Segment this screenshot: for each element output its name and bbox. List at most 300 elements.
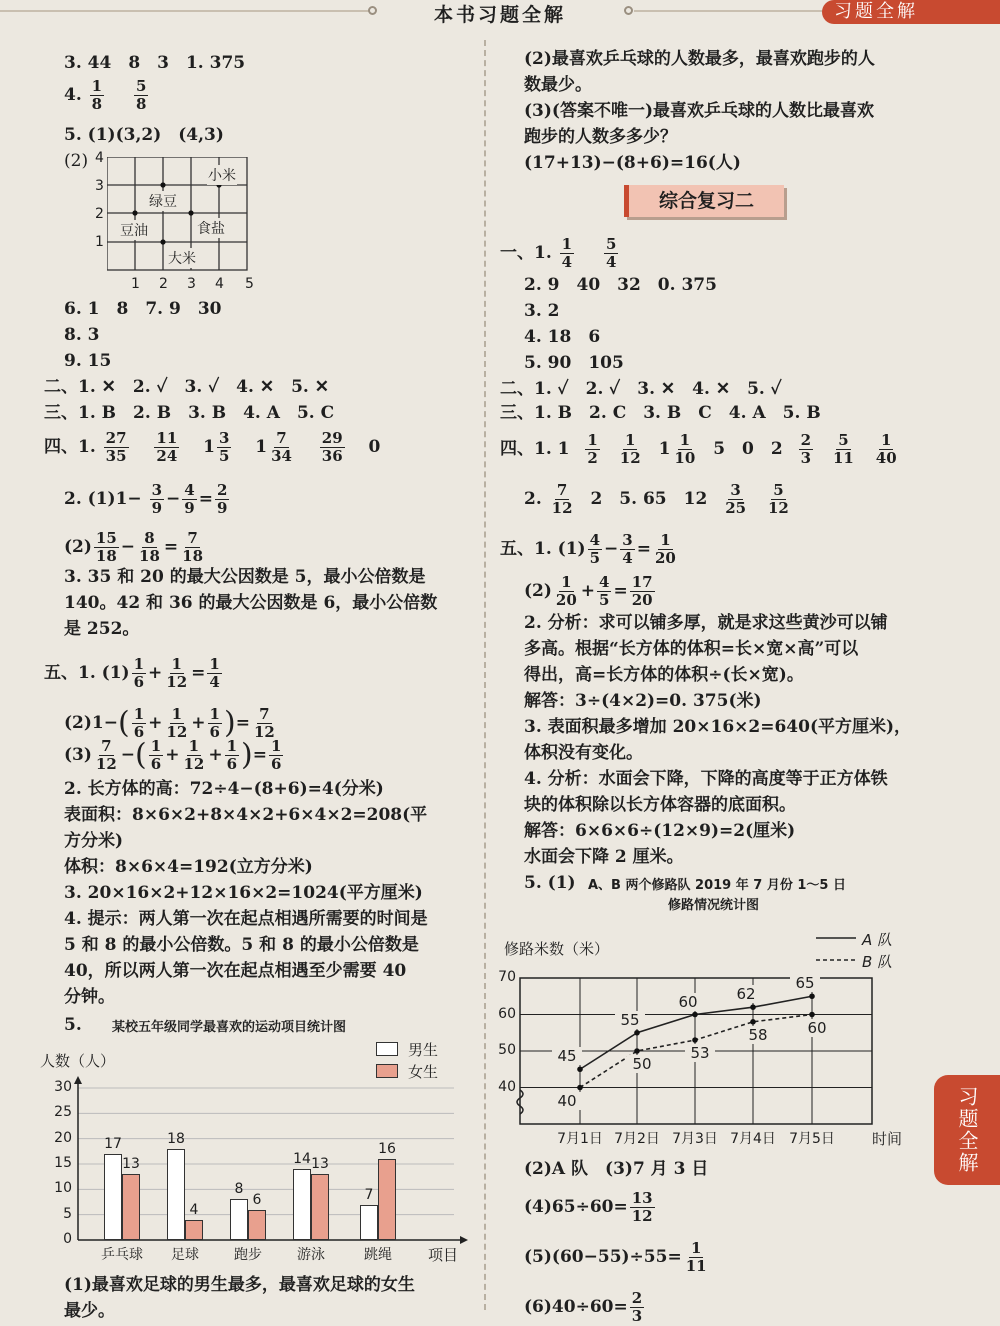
- fraction: [320, 430, 345, 465]
- line-series-b: [580, 1015, 812, 1088]
- denominator: 35: [105, 447, 127, 465]
- numerator: 27: [105, 429, 127, 447]
- numerator: 1: [171, 655, 182, 673]
- denominator: 9: [151, 499, 163, 517]
- numerator: 5: [838, 431, 849, 449]
- denominator: 12: [619, 449, 641, 467]
- right-s2: 二、1. ✓ 2. ✓ 3. ✕ 4. ✕ 5. ✓: [500, 379, 782, 399]
- right-a3-1: 3. 表面积最多增加 20×16×2=640(平方厘米)，: [524, 717, 912, 737]
- legend-label-b: B 队: [862, 953, 893, 971]
- bar-y-tick: 25: [54, 1104, 72, 1121]
- left-bottom-1: (1)最喜欢足球的男生最多，最喜欢足球的女生: [64, 1275, 415, 1295]
- plain-values: 2 5. 65 12: [590, 489, 708, 509]
- paren-close: ): [223, 705, 236, 741]
- point-douyou: [132, 210, 137, 215]
- header-rule-left: [0, 10, 375, 12]
- denominator: 6: [133, 673, 145, 691]
- left-q2-1: 2. (1)1− $\frac{3}{9}$ − $\frac{4}{9}$ = $\frac{2}{9}$: [64, 481, 228, 517]
- bar-y-tick: 0: [63, 1231, 72, 1247]
- left-l3: 3. 20×16×2+12×16×2=1024(平方厘米): [64, 883, 423, 903]
- prefix: 一、1.: [500, 243, 552, 263]
- header-dot-right: [624, 6, 633, 15]
- header-title: 本书习题全解: [433, 4, 566, 26]
- side-tab-label: 习题全解: [955, 1086, 979, 1174]
- numerator: 1: [209, 705, 220, 723]
- left-l4-2: 5 和 8 的最小公倍数。5 和 8 的最小公倍数是: [64, 935, 419, 955]
- fraction: [554, 574, 579, 609]
- grid-label-douyou: 豆油: [119, 220, 149, 240]
- line-category-label: 7月4日: [730, 1131, 776, 1147]
- line-value-label: 58: [743, 1026, 773, 1044]
- line-value-label: 45: [552, 1047, 582, 1065]
- right-a3-2: 体积没有变化。: [524, 743, 643, 763]
- denominator: 36: [321, 447, 343, 465]
- bar-value-label: 17: [104, 1135, 122, 1152]
- paren-open: (: [118, 705, 130, 741]
- denominator: 8: [91, 95, 103, 113]
- grid-label-xiaomi: 小米: [207, 165, 237, 185]
- bar-chart-ylabel: 人数（人）: [40, 1052, 116, 1070]
- left-q9: 9. 15: [64, 351, 112, 371]
- denominator: 12: [166, 673, 188, 691]
- denominator: 12: [253, 723, 275, 741]
- denominator: 18: [182, 547, 204, 565]
- prefix: 五、1. (1): [44, 663, 130, 683]
- line-chart-title-2: 修路情况统计图: [668, 898, 760, 913]
- denominator: 8: [135, 95, 147, 113]
- mixed-whole: 1: [255, 437, 268, 457]
- left-l2-4: 体积：8×6×4=192(立方分米): [64, 857, 313, 877]
- fraction: [604, 236, 618, 271]
- left-sec2: 二、1. ✕ 2. ✓ 3. ✓ 4. ✕ 5. ✕: [44, 377, 329, 397]
- line-point: [577, 1085, 583, 1091]
- right-r3-2: 跑步的人数多多少？: [524, 127, 677, 147]
- bar-girl: [185, 1220, 203, 1240]
- line-y-tick: 70: [498, 969, 516, 985]
- line-value-label: 65: [790, 974, 820, 992]
- right-r2-1: (2)最喜欢乒乓球的人数最多，最喜欢跑步的人: [524, 49, 875, 69]
- grid-x-tick: 5: [245, 276, 254, 292]
- fraction: [132, 656, 146, 691]
- fraction: [560, 236, 574, 271]
- left-q2-2: (2) $\frac{15}{18}$ − $\frac{8}{18}$ = $\frac{7}{18}$: [64, 529, 204, 565]
- right-a2-1: 2. 分析：求可以铺多厚，就是求这些黄沙可以铺: [524, 613, 888, 633]
- line-category-label: 7月1日: [557, 1131, 603, 1147]
- right-a2-3: 得出，高=长方体的体积÷(长×宽)。: [524, 665, 804, 685]
- prefix: (2)1−: [64, 713, 118, 733]
- bar-value-label: 6: [252, 1191, 262, 1208]
- numerator: 4: [599, 573, 610, 591]
- right-s1-3: 3. 2: [524, 301, 560, 321]
- left-l4-3: 40，所以两人第一次在起点相遇至少需要 40: [64, 961, 407, 981]
- grid-y-tick: 1: [95, 234, 104, 250]
- line-point: [634, 1048, 640, 1054]
- line-value-label: 50: [627, 1055, 657, 1073]
- legend-label-boy: 男生: [408, 1041, 439, 1059]
- numerator: 29: [321, 429, 343, 447]
- fraction: [104, 430, 129, 465]
- grid-x-tick: 1: [131, 276, 140, 292]
- line-point: [634, 1030, 640, 1036]
- line-category-label: 7月2日: [614, 1131, 660, 1147]
- fraction: [181, 738, 206, 773]
- right-a5-prefix: 5. (1): [524, 873, 576, 893]
- denominator: 9: [216, 499, 228, 517]
- grid-y-tick: 3: [95, 178, 104, 194]
- right-a2-2: 多高。根据“长方体的体积=长×宽×高”可以: [524, 639, 859, 659]
- bar-value-label: 8: [234, 1181, 244, 1198]
- bar-category-label: 乒乓球: [101, 1247, 143, 1263]
- grid-y-tick: 4: [95, 150, 104, 166]
- header-rule-right: [634, 10, 824, 12]
- denominator: 18: [139, 547, 160, 565]
- numerator: 15: [95, 529, 117, 547]
- bar-y-tick: 20: [54, 1129, 72, 1146]
- line-category-label: 7月3日: [672, 1131, 718, 1147]
- right-b4: [524, 1190, 657, 1225]
- numerator: 8: [144, 529, 155, 547]
- line-value-label: 60: [802, 1019, 832, 1037]
- legend-label-girl: 女生: [408, 1063, 439, 1081]
- right-a4-2: 块的体积除以长方体容器的底面积。: [524, 795, 796, 815]
- paren-close: ): [241, 737, 253, 773]
- numerator: 4: [589, 531, 601, 549]
- left-q6: 6. 1 8 7. 9 30: [64, 299, 222, 319]
- denominator: 2: [587, 449, 598, 467]
- denominator: 6: [209, 723, 220, 741]
- right-a4-4: 水面会下降 2 厘米。: [524, 847, 684, 867]
- prefix: (3): [64, 745, 92, 765]
- line-point: [692, 1037, 698, 1043]
- line-chart-xlabel: 时间: [872, 1130, 903, 1148]
- fraction: [874, 432, 899, 467]
- right-a4-3: 解答：6×6×6÷(12×9)=2(厘米): [524, 821, 796, 841]
- bar-y-tick: 5: [63, 1205, 72, 1222]
- numerator: 2: [631, 1289, 643, 1307]
- fraction: [252, 706, 277, 741]
- numerator: 1: [270, 737, 282, 755]
- numerator: 1: [133, 655, 145, 673]
- fraction: [164, 656, 189, 691]
- left-q5-1: 5. (1)(3,2) (4,3): [64, 125, 224, 145]
- bar-y-tick: 30: [54, 1079, 72, 1095]
- grid-x-tick: 3: [187, 276, 196, 292]
- bar-value-label: 18: [167, 1130, 185, 1147]
- line-y-tick: 40: [498, 1078, 516, 1095]
- bar-girl: [311, 1174, 329, 1240]
- denominator: 20: [654, 549, 676, 567]
- prefix: 2.: [524, 489, 542, 509]
- denominator: 10: [674, 449, 696, 467]
- right-s1-2: 2. 9 40 32 0. 375: [524, 275, 717, 295]
- numerator: 2: [216, 481, 228, 499]
- right-s4-2: [524, 482, 793, 517]
- right-s5-2: (2) $\frac{1}{20}$ + $\frac{4}{5}$ = $\frac{17}{20}$: [524, 573, 653, 609]
- fraction: [672, 432, 697, 467]
- bar-value-label: 14: [293, 1151, 311, 1168]
- bar-x-arrow-icon: [460, 1236, 468, 1244]
- plain-values: 5 0 2: [713, 439, 783, 459]
- left-sec4: [44, 430, 380, 465]
- numerator: 17: [631, 573, 653, 591]
- mixed-whole: 1: [203, 437, 215, 457]
- left-q3: 3. 44 8 3 1. 375: [64, 53, 246, 73]
- denominator: 20: [555, 591, 577, 609]
- numerator: 7: [259, 705, 270, 723]
- numerator: 3: [730, 481, 741, 499]
- fraction: [164, 706, 189, 741]
- bar-value-label: 13: [311, 1156, 329, 1173]
- prefix: 四、1. 1: [500, 439, 570, 459]
- fraction: [799, 432, 813, 467]
- right-s4-1: [500, 432, 901, 467]
- right-b5: [524, 1240, 711, 1275]
- left-sec5-1: 五、1. (1) $\frac{1}{6}$ + $\frac{1}{12}$ = $\frac{1}{4}$: [44, 655, 220, 691]
- side-tab: [934, 1075, 1000, 1185]
- fraction: [597, 574, 611, 609]
- left-l2-1: 2. 长方体的高：72÷4−(8+6)=4(分米): [64, 779, 384, 799]
- fraction: [225, 738, 239, 773]
- denominator: 6: [133, 723, 145, 741]
- legend-swatch-boy: [376, 1042, 398, 1056]
- fraction: [653, 532, 678, 567]
- bar-girl: [122, 1174, 140, 1240]
- grid-y-tick: 2: [95, 206, 104, 222]
- numerator: 1: [561, 573, 572, 591]
- denominator: 11: [685, 1257, 707, 1275]
- right-s1-4: 4. 18 6: [524, 327, 601, 347]
- line-value-label: 53: [685, 1044, 715, 1062]
- line-chart-ylabel: 修路米数（米）: [504, 940, 610, 958]
- bar-boy: [167, 1149, 185, 1240]
- fraction: [630, 574, 655, 609]
- right-s1-1: [500, 236, 620, 271]
- fraction: [620, 532, 634, 567]
- numerator: 1: [679, 431, 691, 449]
- numerator: 2: [800, 431, 812, 449]
- bar-category-label: 跑步: [234, 1247, 262, 1263]
- bar-boy: [230, 1199, 248, 1240]
- fraction: [207, 656, 221, 691]
- numerator: 1: [660, 531, 671, 549]
- line-point: [750, 1004, 756, 1010]
- right-b2: (2)A 队 (3)7 月 3 日: [524, 1159, 709, 1179]
- denominator: 11: [833, 449, 854, 467]
- fraction: [137, 530, 162, 565]
- numerator: 13: [631, 1189, 653, 1207]
- left-bottom-2: 最少。: [64, 1301, 115, 1321]
- right-r2-2: 数最少。: [524, 75, 592, 95]
- prefix: 2. (1)1−: [64, 489, 142, 509]
- denominator: 24: [156, 447, 178, 465]
- fraction: [180, 530, 205, 565]
- left-q3-line1: 3. 35 和 20 的最大公因数是 5，最小公倍数是: [64, 567, 426, 587]
- numerator: 1: [91, 77, 103, 95]
- denominator: 12: [631, 1207, 653, 1225]
- left-l4-1: 4. 提示：两人第一次在起点相遇所需要的时间是: [64, 909, 428, 929]
- denominator: 4: [561, 253, 573, 271]
- numerator: 1: [625, 431, 636, 449]
- grid-label-lvdou: 绿豆: [148, 191, 178, 211]
- line-plot-frame: [520, 978, 872, 1124]
- fraction: [588, 532, 602, 567]
- bar-value-label: 13: [122, 1156, 140, 1173]
- fraction: [684, 1240, 709, 1275]
- left-q8: 8. 3: [64, 325, 100, 345]
- zero: 0: [368, 437, 381, 457]
- fraction: [723, 482, 748, 517]
- right-b6: [524, 1290, 646, 1325]
- line-chart-title-1: A、B 两个修路队 2019 年 7 月份 1～5 日: [588, 878, 846, 893]
- grid-x-tick: 2: [159, 276, 168, 292]
- bar-category-label: 足球: [171, 1247, 199, 1263]
- bar-boy: [360, 1205, 378, 1240]
- numerator: 1: [133, 705, 145, 723]
- grid-label-shiyan: 食盐: [196, 218, 226, 238]
- line-value-label: 60: [673, 993, 703, 1011]
- line-value-label: 40: [552, 1092, 582, 1110]
- bar-girl: [378, 1159, 396, 1240]
- numerator: 7: [556, 481, 568, 499]
- fraction: [269, 738, 283, 773]
- numerator: 1: [561, 235, 573, 253]
- point-shiyan: [188, 210, 193, 215]
- fraction: [182, 482, 196, 517]
- fraction: [150, 482, 164, 517]
- fraction: [585, 432, 599, 467]
- denominator: 4: [605, 253, 617, 271]
- denominator: 5: [589, 549, 601, 567]
- fraction: [94, 530, 119, 565]
- line-point: [809, 1012, 815, 1018]
- numerator: 3: [622, 531, 633, 549]
- paren-open: (: [135, 737, 147, 773]
- prefix: (2): [524, 581, 552, 601]
- denominator: 34: [271, 447, 292, 465]
- line-point: [577, 1066, 583, 1072]
- point-dami: [160, 239, 165, 244]
- fraction: [269, 430, 294, 465]
- right-s1-5: 5. 90 105: [524, 353, 624, 373]
- numerator: 5: [605, 235, 617, 253]
- line-point: [809, 993, 815, 999]
- prefix: (6)40÷60=: [524, 1297, 628, 1317]
- denominator: 6: [270, 755, 282, 773]
- fraction: [831, 432, 856, 467]
- numerator: 1: [209, 655, 220, 673]
- denominator: 20: [631, 591, 653, 609]
- left-sec5-3: (3) $\frac{7}{12}$ −( $\frac{1}{6}$ + $\frac{1}{12}$ + $\frac{1}{6}$ )= $\frac{1}{6}$: [64, 737, 282, 773]
- numerator: 7: [101, 737, 112, 755]
- left-q5-num: 5.: [64, 1015, 82, 1035]
- numerator: 1: [226, 737, 238, 755]
- bar-y-tick: 10: [54, 1180, 72, 1197]
- fraction: [154, 430, 179, 465]
- bar-y-arrow-icon: [74, 1076, 82, 1084]
- numerator: 1: [150, 737, 162, 755]
- numerator: 3: [151, 481, 163, 499]
- line-legend-swatches: [814, 930, 860, 970]
- header-tab: 习题全解: [822, 0, 1000, 24]
- prefix: 五、1. (1): [500, 539, 586, 559]
- denominator: 25: [725, 499, 747, 517]
- numerator: 4: [184, 481, 195, 499]
- fraction: [208, 706, 222, 741]
- prefix: (4)65÷60=: [524, 1197, 628, 1217]
- left-q4: [64, 78, 150, 113]
- left-q5-2-label: (2): [64, 151, 89, 171]
- denominator: 12: [768, 499, 789, 517]
- bar-boy: [293, 1169, 311, 1240]
- prefix: (5)(60−55)÷55=: [524, 1247, 682, 1267]
- line-series-a: [580, 996, 812, 1069]
- numerator: 1: [188, 737, 200, 755]
- grid-x-tick: 4: [215, 276, 224, 292]
- legend-swatch-girl: [376, 1064, 398, 1078]
- line-value-label: 55: [615, 1011, 645, 1029]
- bar-girl: [248, 1210, 266, 1240]
- bar-y-tick: 15: [54, 1155, 72, 1171]
- denominator: 4: [209, 673, 220, 691]
- denominator: 3: [800, 449, 812, 467]
- denominator: 40: [875, 449, 897, 467]
- fraction: [630, 1190, 655, 1225]
- bar-value-label: 7: [364, 1186, 374, 1203]
- fraction: [217, 430, 231, 465]
- fraction: [149, 738, 163, 773]
- fraction: [550, 482, 575, 517]
- denominator: 18: [95, 547, 117, 565]
- numerator: 1: [881, 431, 892, 449]
- column-divider: [484, 40, 486, 1310]
- denominator: 12: [95, 755, 117, 773]
- line-y-tick: 60: [498, 1005, 516, 1022]
- fraction: [90, 78, 104, 113]
- bar-value-label: 4: [189, 1201, 199, 1218]
- denominator: 12: [183, 755, 205, 773]
- left-l2-3: 方分米): [64, 831, 124, 851]
- fraction: [134, 78, 148, 113]
- left-q3-line3: 是 252。: [64, 619, 140, 639]
- legend-label-a: A 队: [862, 931, 893, 949]
- left-l2-2: 表面积：8×6×2+8×4×2+6×4×2=208(平: [64, 805, 428, 825]
- line-value-label: 62: [731, 985, 761, 1003]
- bar-category-label: 游泳: [297, 1247, 325, 1263]
- numerator: 1: [690, 1239, 702, 1257]
- line-point: [750, 1019, 756, 1025]
- mixed-whole: 1: [658, 439, 671, 459]
- numerator: 5: [773, 481, 784, 499]
- fraction: [766, 482, 791, 517]
- denominator: 5: [599, 591, 610, 609]
- bar-chart-title: 某校五年级同学最喜欢的运动项目统计图: [112, 1020, 347, 1035]
- denominator: 12: [166, 723, 188, 741]
- fraction: [215, 482, 229, 517]
- q4-label: 4.: [64, 85, 88, 105]
- right-a4-1: 4. 分析：水面会下降，下降的高度等于正方体铁: [524, 769, 888, 789]
- prefix: (2): [64, 537, 92, 557]
- fraction: [94, 738, 119, 773]
- left-sec3: 三、1. B 2. B 3. B 4. A 5. C: [44, 403, 335, 423]
- right-s5-1: 五、1. (1) $\frac{4}{5}$ − $\frac{3}{4}$ = $\frac{1}{20}$: [500, 531, 676, 567]
- numerator: 7: [276, 429, 287, 447]
- denominator: 3: [631, 1307, 643, 1325]
- denominator: 9: [184, 499, 195, 517]
- numerator: 11: [156, 429, 178, 447]
- numerator: 5: [135, 77, 147, 95]
- section-title: 综合复习二: [624, 185, 784, 217]
- bar-boy: [104, 1154, 122, 1240]
